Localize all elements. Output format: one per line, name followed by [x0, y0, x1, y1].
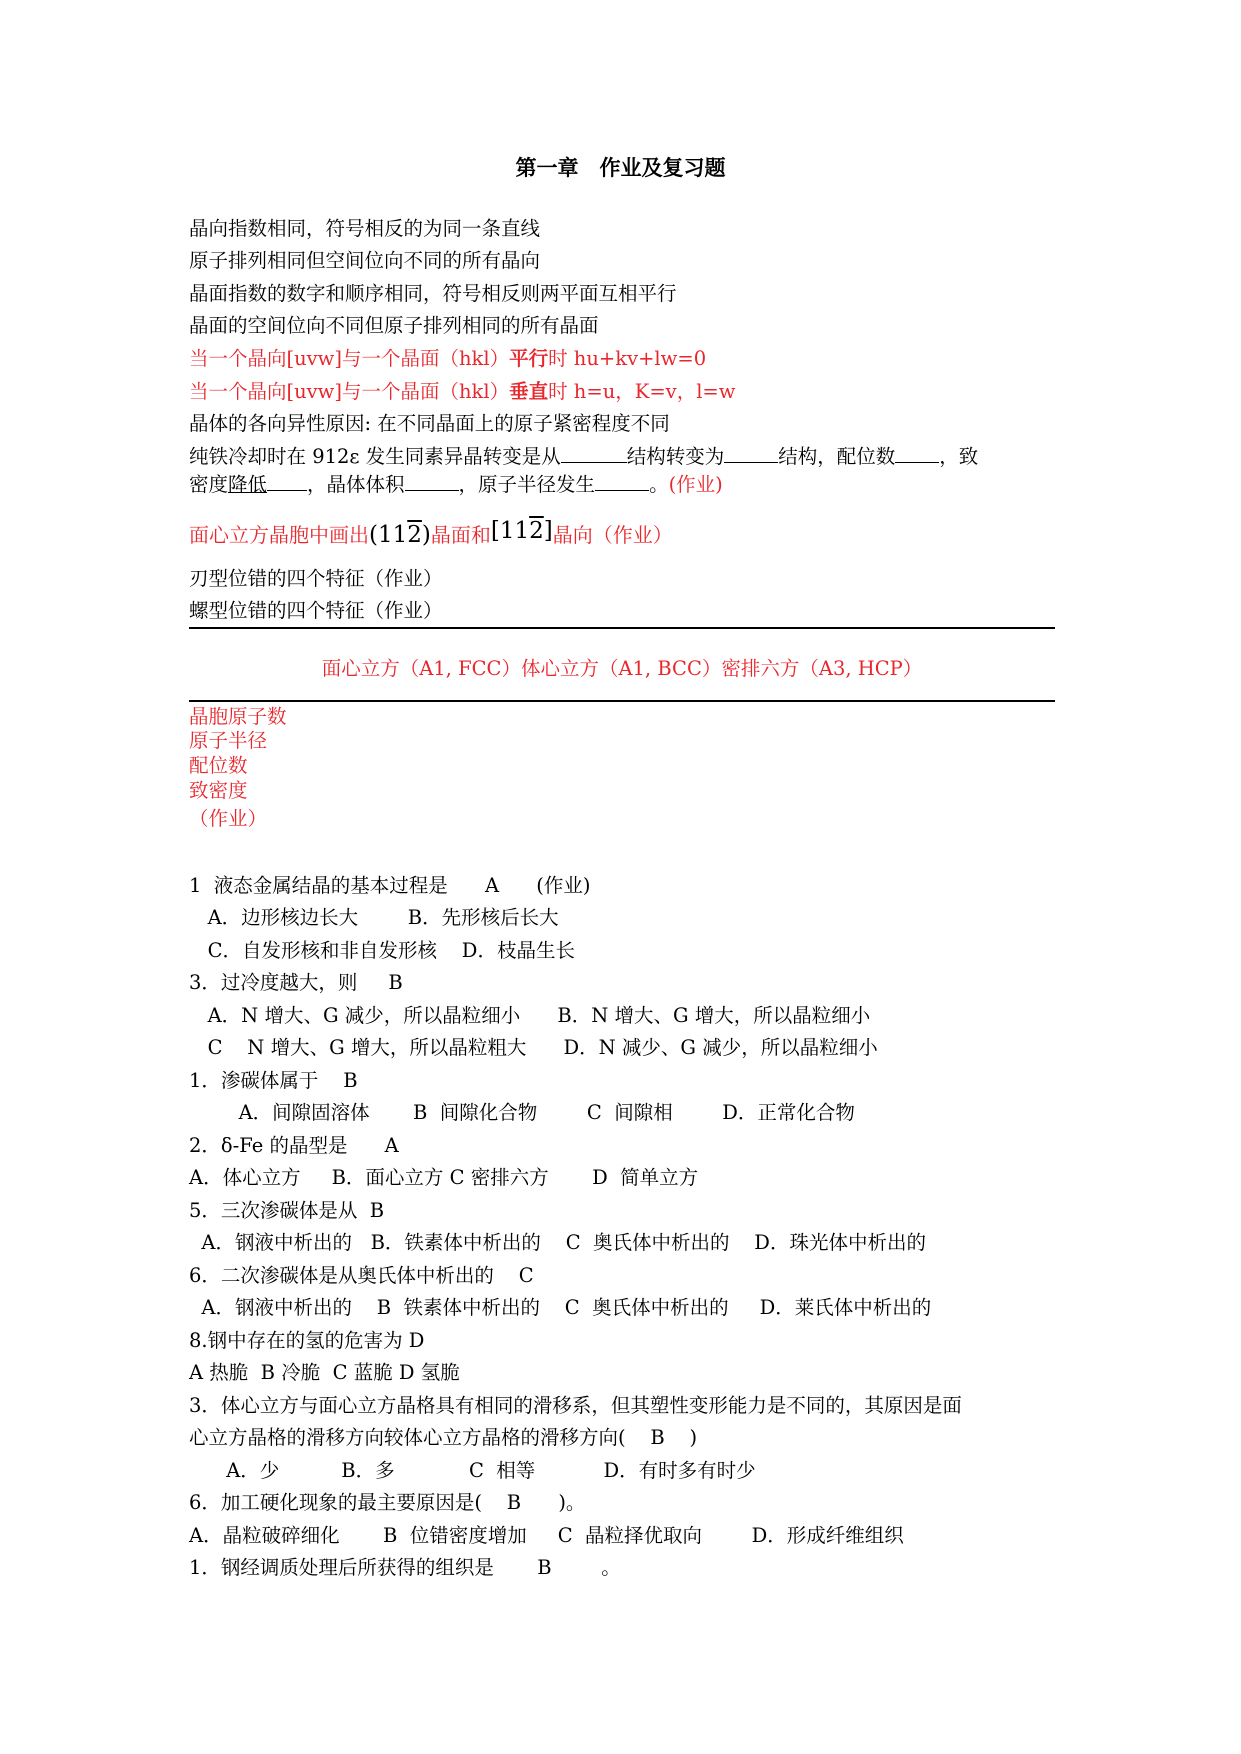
iron-text-a: 纯铁冷却时在 912ε 发生同素异晶转变是从 [189, 445, 561, 468]
iron-question-line-1 [189, 444, 978, 470]
anisotropy-line: 晶体的各向异性原因: 在不同晶面上的原子紧密程度不同 [189, 412, 670, 435]
blank-3 [895, 444, 939, 463]
edge-dislocation-line: 刃型位错的四个特征（作业） [189, 567, 443, 590]
homework-tag: (作业) [668, 473, 723, 496]
blank-1 [561, 444, 627, 463]
plane-bar-digit: 2 [407, 522, 422, 548]
plane-index [369, 522, 431, 548]
intro-line-1: 晶向指数相同，符号相反的为同一条直线 [189, 217, 541, 240]
iron-text-d: ，致 [939, 445, 979, 468]
perp-rule-pre: 当一个晶向[uvw]与一个晶面（hkl） [189, 380, 510, 403]
table-row-coordination: 配位数 [189, 754, 248, 777]
question-line: A．间隙固溶体 B 间隙化合物 C 间隙相 D．正常化合物 [189, 1101, 855, 1124]
table-row-homework: （作业） [189, 807, 268, 830]
question-line: 3．过冷度越大，则 B [189, 971, 403, 994]
perp-rule-post: 时 h=u，K=v，l=w [548, 380, 736, 403]
question-line: 6．加工硬化现象的最主要原因是( B )。 [189, 1491, 586, 1514]
plane-open: (11 [369, 522, 408, 548]
table-top-rule [189, 627, 1055, 629]
question-line: 1．钢经调质处理后所获得的组织是 B 。 [189, 1556, 621, 1579]
draw-text-a: 面心立方晶胞中画出 [189, 523, 369, 547]
question-line: A．晶粒破碎细化 B 位错密度增加 C 晶粒择优取向 D．形成纤维组织 [189, 1524, 904, 1547]
question-line: A．N 增大、G 减少，所以晶粒细小 B．N 增大、G 增大，所以晶粒细小 [189, 1004, 871, 1027]
question-line: C N 增大、G 增大，所以晶粒粗大 D．N 减少、G 减少，所以晶粒细小 [189, 1036, 878, 1059]
question-line: A．钢液中析出的 B 铁素体中析出的 C 奥氏体中析出的 D．莱氏体中析出的 [189, 1296, 932, 1319]
table-header: 面心立方（A1, FCC）体心立方（A1, BCC）密排六方（A3, HCP） [321, 657, 923, 680]
iron-question-line-2 [189, 472, 723, 498]
intro-line-4: 晶面的空间位向不同但原子排列相同的所有晶面 [189, 314, 599, 337]
question-line: 1．渗碳体属于 B [189, 1069, 358, 1092]
iron-text-h: ，原子半径发生 [458, 473, 596, 496]
page-title: 第一章 作业及复习题 [515, 155, 726, 180]
perp-keyword: 垂直 [509, 380, 549, 403]
parallel-rule-post: 时 hu+kv+lw=0 [548, 347, 707, 370]
parallel-keyword: 平行 [509, 347, 549, 370]
draw-text-b: 晶面和 [430, 523, 491, 547]
dir-open: [11 [490, 518, 530, 544]
plane-close: ) [421, 522, 431, 548]
iron-text-b: 结构转变为 [626, 445, 725, 468]
question-line: 6．二次渗碳体是从奥氏体中析出的 C [189, 1264, 534, 1287]
blank-2 [724, 444, 778, 463]
table-mid-rule [189, 700, 1055, 702]
question-line: 5．三次渗碳体是从 B [189, 1199, 385, 1222]
direction-index [491, 518, 553, 544]
iron-text-e: 密度 [189, 473, 229, 496]
blank-6 [595, 472, 649, 491]
question-line: 8.钢中存在的氢的危害为 D [189, 1329, 425, 1352]
table-row-density: 致密度 [189, 779, 248, 802]
parallel-rule-pre: 当一个晶向[uvw]与一个晶面（hkl） [189, 347, 510, 370]
answer-decrease: 降低 [228, 473, 268, 496]
table-row-atoms: 晶胞原子数 [189, 705, 287, 728]
question-line: C．自发形核和非自发形核 D．枝晶生长 [189, 939, 575, 962]
question-line: A．钢液中析出的 B．铁素体中析出的 C 奥氏体中析出的 D．珠光体中析出的 [189, 1231, 926, 1254]
iron-text-g: ，晶体体积 [307, 473, 405, 496]
screw-dislocation-line: 螺型位错的四个特征（作业） [189, 599, 443, 622]
question-line: A．边形核边长大 B．先形核后长大 [189, 906, 559, 929]
intro-line-3: 晶面指数的数字和顺序相同，符号相反则两平面互相平行 [189, 282, 677, 305]
parallel-rule [189, 346, 706, 372]
question-line: 1 液态金属结晶的基本过程是 A (作业) [189, 874, 591, 897]
blank-4 [267, 472, 307, 491]
dir-bar-digit: 2 [529, 518, 544, 544]
blank-5 [405, 472, 459, 491]
question-line: A．少 B．多 C 相等 D．有时多有时少 [189, 1459, 756, 1482]
question-line: 心立方晶格的滑移方向较体心立方晶格的滑移方向( B ) [189, 1426, 698, 1449]
question-line: 2．δ-Fe 的晶型是 A [189, 1134, 399, 1157]
dir-close: ] [543, 518, 553, 544]
perpendicular-rule [189, 379, 735, 405]
question-line: A．体心立方 B．面心立方 C 密排六方 D 简单立方 [189, 1166, 699, 1189]
iron-text-c: 结构，配位数 [778, 445, 896, 468]
iron-text-i: 。 [649, 473, 669, 496]
table-row-radius: 原子半径 [189, 729, 268, 752]
draw-fcc-line [189, 518, 673, 548]
draw-text-c: 晶向（作业） [552, 523, 673, 547]
intro-line-2: 原子排列相同但空间位向不同的所有晶向 [189, 249, 541, 272]
question-line: A 热脆 B 冷脆 C 蓝脆 D 氢脆 [189, 1361, 460, 1384]
question-line: 3．体心立方与面心立方晶格具有相同的滑移系，但其塑性变形能力是不同的，其原因是面 [189, 1394, 962, 1417]
